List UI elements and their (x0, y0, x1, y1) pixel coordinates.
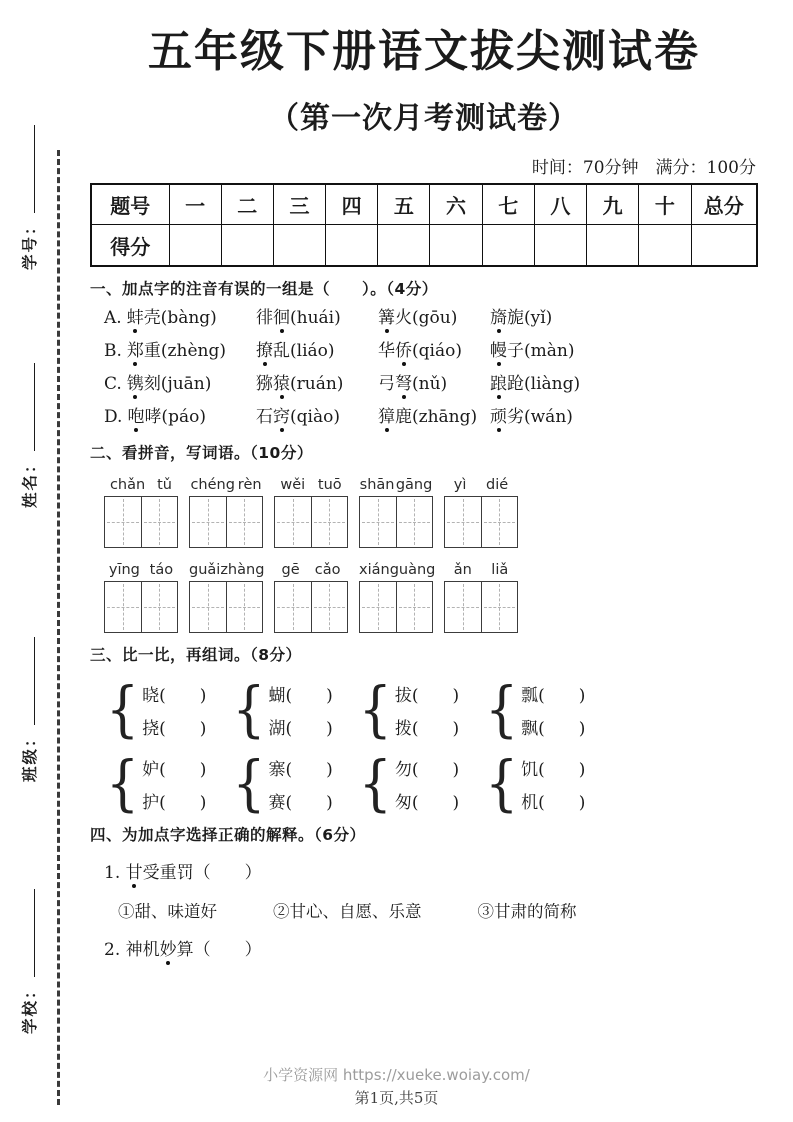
pinyin-syllable: rèn (237, 476, 262, 493)
dotted-char: 蚌 (127, 303, 144, 328)
q3-pair-line (142, 788, 206, 813)
q2-pinyin-labels (274, 471, 348, 493)
q3-heading: 三、比一比，再组词。（8分） (90, 645, 302, 664)
plain-char: 劣(wán) (507, 406, 573, 427)
q3-pair-row (106, 675, 758, 745)
q2-pinyin-labels (104, 471, 178, 493)
q3-answer-paren: ( ) (159, 718, 207, 739)
q1-option-row (104, 332, 758, 365)
q1-word-item (378, 402, 490, 427)
dotted-char: 弩 (395, 369, 412, 394)
score-table-header-row (91, 184, 757, 225)
q3-char-pair (106, 749, 207, 819)
q3-answer-paren: ( ) (285, 718, 333, 739)
q3-answer-paren: ( ) (411, 685, 460, 706)
q2-writing-cell (275, 497, 311, 547)
q2-writing-box (189, 581, 263, 633)
plain-char: 壳(bàng) (143, 307, 217, 328)
q2-pinyin-group (359, 556, 436, 633)
q2-writing-cell (190, 582, 226, 632)
page-title: 五年级下册语文拔尖测试卷 (148, 26, 700, 77)
score-cell (534, 225, 586, 266)
q2-pinyin-group (104, 471, 178, 548)
q2-writing-cell (360, 582, 396, 632)
q3-pair-line (521, 681, 585, 706)
q2-writing-box (104, 496, 178, 548)
q2-pinyin-group (359, 471, 433, 548)
q3-char: 湖 (268, 718, 286, 739)
score-cell (221, 225, 273, 266)
q3-answer-paren: ( ) (411, 718, 460, 739)
q3-answer-paren: ( ) (159, 759, 207, 780)
plain-char: 刻(juān) (143, 373, 212, 394)
q2-pinyin-labels (359, 471, 433, 493)
plain-char: 重(zhèng) (143, 340, 226, 361)
q1-word-item (490, 336, 758, 361)
pinyin-syllable: tuō (317, 476, 342, 493)
score-table-header-cell: 七 (482, 184, 534, 225)
q3-char: 瓢 (521, 685, 539, 706)
plain-char: 猕 (256, 373, 273, 394)
q3-pair-lines (142, 755, 206, 813)
q4-items (90, 858, 758, 960)
q3-pair-lines (395, 681, 459, 739)
score-cell (691, 225, 757, 266)
q3-char-pair (232, 749, 333, 819)
q2-writing-box (359, 496, 433, 548)
q3-answer-paren: ( ) (285, 685, 333, 706)
q3-answer-paren: ( ) (538, 759, 586, 780)
footer-site-url: 小学资源网 https://xueke.woiay.com/ (263, 1066, 530, 1084)
q3-answer-paren: ( ) (285, 759, 333, 780)
q3-answer-paren: ( ) (411, 792, 460, 813)
q2-writing-box (359, 581, 433, 633)
plain-char: 受重罚（ ） (142, 862, 262, 883)
brace-glyph: { (485, 675, 519, 745)
q2-pinyin-boxes (90, 471, 758, 633)
q1-word-item (256, 402, 378, 427)
q2-row (104, 471, 758, 548)
q3-pair-line (142, 714, 206, 739)
q1-word-item (104, 303, 256, 328)
q1-word-item (490, 402, 758, 427)
pinyin-syllable: yì (453, 476, 467, 493)
score-row-label: 得分 (91, 225, 169, 266)
q3-pair-line (268, 788, 332, 813)
score-table-header-cell: 二 (221, 184, 273, 225)
dotted-char: 窍 (273, 402, 290, 427)
q3-char: 机 (521, 792, 539, 813)
q2-heading: 二、看拼音，写词语。（10分） (90, 443, 313, 462)
q4-option: ③甘肃的简称 (477, 901, 577, 921)
score-cell (273, 225, 325, 266)
score-table (90, 183, 758, 267)
q2-writing-cell (105, 582, 141, 632)
q2-writing-cell (141, 582, 178, 632)
plain-char: (ruán) (290, 373, 344, 394)
q3-pair-lines (268, 755, 332, 813)
q3-char: 拨 (394, 718, 412, 739)
brace-glyph: { (232, 749, 266, 819)
score-table-header-cell: 总分 (691, 184, 757, 225)
pinyin-syllable: táo (149, 561, 174, 578)
q1-options (90, 299, 758, 431)
pinyin-syllable: liǎ (491, 561, 509, 578)
seal-dashed-line (57, 150, 60, 1105)
plain-char: 华 (378, 340, 395, 361)
seal-field-class (18, 637, 42, 782)
pinyin-syllable: cǎo (314, 561, 341, 578)
q2-writing-cell (226, 497, 263, 547)
brace-glyph: { (358, 749, 392, 819)
q3-answer-paren: ( ) (538, 792, 586, 813)
q3-char: 妒 (142, 759, 160, 780)
q2-writing-cell (275, 582, 311, 632)
plain-char: 旎(yǐ) (507, 307, 553, 328)
q1-word-item (104, 336, 256, 361)
dotted-char: 妙 (160, 935, 177, 960)
plain-char: (nǔ) (412, 373, 448, 394)
pinyin-syllable: tǔ (157, 476, 173, 493)
dotted-char: 猿 (273, 369, 290, 394)
plain-char: 弓 (378, 373, 395, 394)
q1-heading: 一、加点字的注音有误的一组是（ ）。（4分） (90, 279, 438, 298)
q4-item-number: 2. (104, 939, 126, 960)
q3-char: 匆 (394, 792, 412, 813)
pinyin-syllable: shān (359, 476, 395, 493)
score-cell (587, 225, 639, 266)
q3-pair-lines (521, 755, 585, 813)
pinyin-syllable: guàng (389, 561, 436, 578)
dotted-char: 旖 (490, 303, 507, 328)
pinyin-syllable: zhàng (220, 561, 265, 578)
q3-pair-line (395, 755, 459, 780)
score-table-header-cell: 题号 (91, 184, 169, 225)
q2-writing-cell (226, 582, 263, 632)
seal-field-student-id (18, 125, 42, 270)
dotted-char: 咆 (127, 402, 144, 427)
score-cell (378, 225, 430, 266)
q3-answer-paren: ( ) (538, 718, 586, 739)
q1-option-letter: B. (104, 340, 122, 361)
q3-answer-paren: ( ) (159, 792, 207, 813)
dotted-char: 幔 (490, 336, 507, 361)
seal-field-write-blank (20, 125, 36, 213)
score-table-header-cell: 八 (534, 184, 586, 225)
score-table-header-cell: 四 (326, 184, 378, 225)
q4-option: ①甜、味道好 (118, 901, 217, 921)
score-table-header-cell: 一 (169, 184, 221, 225)
score-table-score-row (91, 225, 757, 266)
q3-char-pair (106, 675, 207, 745)
pinyin-syllable: chéng (190, 476, 235, 493)
q3-char: 饥 (521, 759, 539, 780)
q3-pair-line (142, 681, 206, 706)
q4-options-row (118, 898, 758, 922)
plain-char: 算（ ） (176, 939, 262, 960)
q2-pinyin-group (104, 556, 178, 633)
footer-page-number: 第1页,共5页 (354, 1089, 439, 1107)
plain-char: 子(màn) (507, 340, 575, 361)
q3-pair-line (521, 788, 585, 813)
q1-word-item (378, 303, 490, 328)
plain-char: 鹿(zhāng) (395, 406, 478, 427)
seal-field-write-blank (20, 363, 36, 451)
q3-pair-line (395, 788, 459, 813)
q2-writing-box (444, 581, 518, 633)
q3-pair-lines (142, 681, 206, 739)
pinyin-syllable: guǎi (189, 561, 221, 578)
q2-writing-box (274, 581, 348, 633)
q2-writing-cell (445, 582, 481, 632)
q1-word-item (490, 303, 758, 328)
q2-writing-box (189, 496, 263, 548)
q1-option-letter: D. (104, 406, 123, 427)
seal-field-write-blank (20, 637, 36, 725)
score-cell (326, 225, 378, 266)
dotted-char: 顽 (490, 402, 507, 427)
q2-writing-cell (360, 497, 396, 547)
q2-row (104, 556, 758, 633)
q1-word-item (104, 402, 256, 427)
dotted-char: 踉 (490, 369, 507, 394)
q4-item-number: 1. (104, 862, 126, 883)
dotted-char: 甘 (126, 858, 143, 883)
q2-pinyin-group (274, 471, 348, 548)
plain-char: 跄(liàng) (507, 373, 581, 394)
q1-word-item (378, 369, 490, 394)
exam-meta: 时间：70分钟 满分：100分 (531, 157, 756, 178)
q2-writing-cell (481, 582, 518, 632)
q3-char: 寨 (268, 759, 286, 780)
q2-writing-cell (311, 582, 348, 632)
dotted-char: 郑 (127, 336, 144, 361)
q3-char: 勿 (394, 759, 412, 780)
pinyin-syllable: wěi (280, 476, 306, 493)
q3-char-pair (485, 749, 586, 819)
q2-pinyin-labels (189, 471, 263, 493)
dotted-char: 撩 (256, 336, 273, 361)
q3-pair-lines (521, 681, 585, 739)
q3-pair-line (268, 755, 332, 780)
q1-option-row (104, 299, 758, 332)
q3-char: 护 (142, 792, 160, 813)
score-table-header-cell: 三 (273, 184, 325, 225)
q2-writing-cell (105, 497, 141, 547)
q2-writing-cell (396, 582, 433, 632)
q3-pair-line (395, 681, 459, 706)
q1-option-letter: C. (104, 373, 122, 394)
q2-pinyin-labels (444, 471, 518, 493)
q2-writing-cell (141, 497, 178, 547)
plain-char: 神机 (125, 939, 160, 960)
plain-char: 火(gōu) (395, 307, 458, 328)
q1-option-letter: A. (104, 307, 122, 328)
q4-heading: 四、为加点字选择正确的解释。（6分） (90, 825, 366, 844)
q3-pair-line (142, 755, 206, 780)
q1-word-item (490, 369, 758, 394)
q1-option-row (104, 365, 758, 398)
q4-phrase-line (104, 935, 758, 960)
q3-char-pair (358, 749, 460, 819)
q3-char-pair (358, 675, 460, 745)
q2-pinyin-labels (274, 556, 348, 578)
q1-word-item (378, 336, 490, 361)
q3-answer-paren: ( ) (538, 685, 586, 706)
q3-char-pair (485, 675, 586, 745)
q3-answer-paren: ( ) (159, 685, 207, 706)
q2-writing-box (104, 581, 178, 633)
q2-writing-cell (396, 497, 433, 547)
seal-field-label: 学校： (20, 981, 39, 1034)
brace-glyph: { (232, 675, 266, 745)
score-table-header-cell: 十 (639, 184, 691, 225)
q2-writing-cell (311, 497, 348, 547)
pinyin-syllable: dié (486, 476, 509, 493)
q2-pinyin-labels (444, 556, 518, 578)
q3-char: 晓 (142, 685, 160, 706)
q3-char: 挠 (142, 718, 160, 739)
seal-field-write-blank (20, 889, 36, 977)
q2-pinyin-group (444, 556, 518, 633)
score-table-header-cell: 五 (378, 184, 430, 225)
q1-word-item (256, 369, 378, 394)
q3-char: 赛 (268, 792, 286, 813)
q3-pair-line (395, 714, 459, 739)
pinyin-syllable: ǎn (453, 561, 472, 578)
q3-pair-line (268, 714, 332, 739)
q3-pair-line (268, 681, 332, 706)
dotted-char: 篝 (378, 303, 395, 328)
q2-writing-cell (190, 497, 226, 547)
q2-writing-box (274, 496, 348, 548)
q3-pair-line (521, 755, 585, 780)
q3-word-pairs (90, 675, 758, 819)
dotted-char: 徊 (273, 303, 290, 328)
q4-phrase-line (104, 858, 758, 883)
q3-char: 拔 (394, 685, 412, 706)
page-subtitle: （第一次月考测试卷） (269, 100, 579, 136)
q2-pinyin-labels (359, 556, 436, 578)
score-table-header-cell: 六 (430, 184, 482, 225)
paper-body (90, 0, 758, 960)
page-footer (0, 1064, 793, 1108)
dotted-char: 侨 (395, 336, 412, 361)
q2-pinyin-labels (189, 556, 263, 578)
dotted-char: 獐 (378, 402, 395, 427)
q3-pair-lines (268, 681, 332, 739)
seal-field-student-name (18, 363, 42, 508)
pinyin-syllable: chǎn (109, 476, 146, 493)
plain-char: 乱(liáo) (273, 340, 335, 361)
q2-pinyin-group (274, 556, 348, 633)
q3-answer-paren: ( ) (285, 792, 333, 813)
q2-writing-cell (445, 497, 481, 547)
brace-glyph: { (358, 675, 392, 745)
q3-char: 蝴 (268, 685, 286, 706)
plain-char: (qiào) (290, 406, 340, 427)
seal-field-label: 姓名： (20, 455, 39, 508)
score-cell (482, 225, 534, 266)
plain-char: 石 (256, 406, 273, 427)
q3-char-pair (232, 675, 333, 745)
q3-pair-line (521, 714, 585, 739)
seal-field-school (18, 889, 42, 1034)
pinyin-syllable: yīng (108, 561, 140, 578)
q2-pinyin-labels (104, 556, 178, 578)
seal-field-label: 学号： (20, 217, 39, 270)
q2-pinyin-group (444, 471, 518, 548)
score-cell (169, 225, 221, 266)
q3-pair-row (106, 749, 758, 819)
q3-answer-paren: ( ) (411, 759, 460, 780)
dotted-char: 镌 (127, 369, 144, 394)
plain-char: 徘 (256, 307, 273, 328)
q1-word-item (256, 303, 378, 328)
plain-char: (huái) (290, 307, 341, 328)
pinyin-syllable: xián (359, 561, 390, 578)
q2-pinyin-group (189, 556, 263, 633)
plain-char: 哮(páo) (144, 406, 206, 427)
score-cell (430, 225, 482, 266)
brace-glyph: { (106, 749, 140, 819)
brace-glyph: { (106, 675, 140, 745)
q4-option: ②甘心、自愿、乐意 (273, 901, 422, 921)
plain-char: (qiáo) (412, 340, 462, 361)
score-cell (639, 225, 691, 266)
q2-writing-cell (481, 497, 518, 547)
q2-pinyin-group (189, 471, 263, 548)
q1-option-row (104, 398, 758, 431)
q3-pair-lines (395, 755, 459, 813)
brace-glyph: { (485, 749, 519, 819)
q1-word-item (256, 336, 378, 361)
score-table-header-cell: 九 (587, 184, 639, 225)
seal-field-label: 班级： (20, 729, 39, 782)
pinyin-syllable: gē (281, 561, 300, 578)
pinyin-syllable: gāng (395, 476, 433, 493)
q1-word-item (104, 369, 256, 394)
q2-writing-box (444, 496, 518, 548)
q3-char: 飘 (521, 718, 539, 739)
